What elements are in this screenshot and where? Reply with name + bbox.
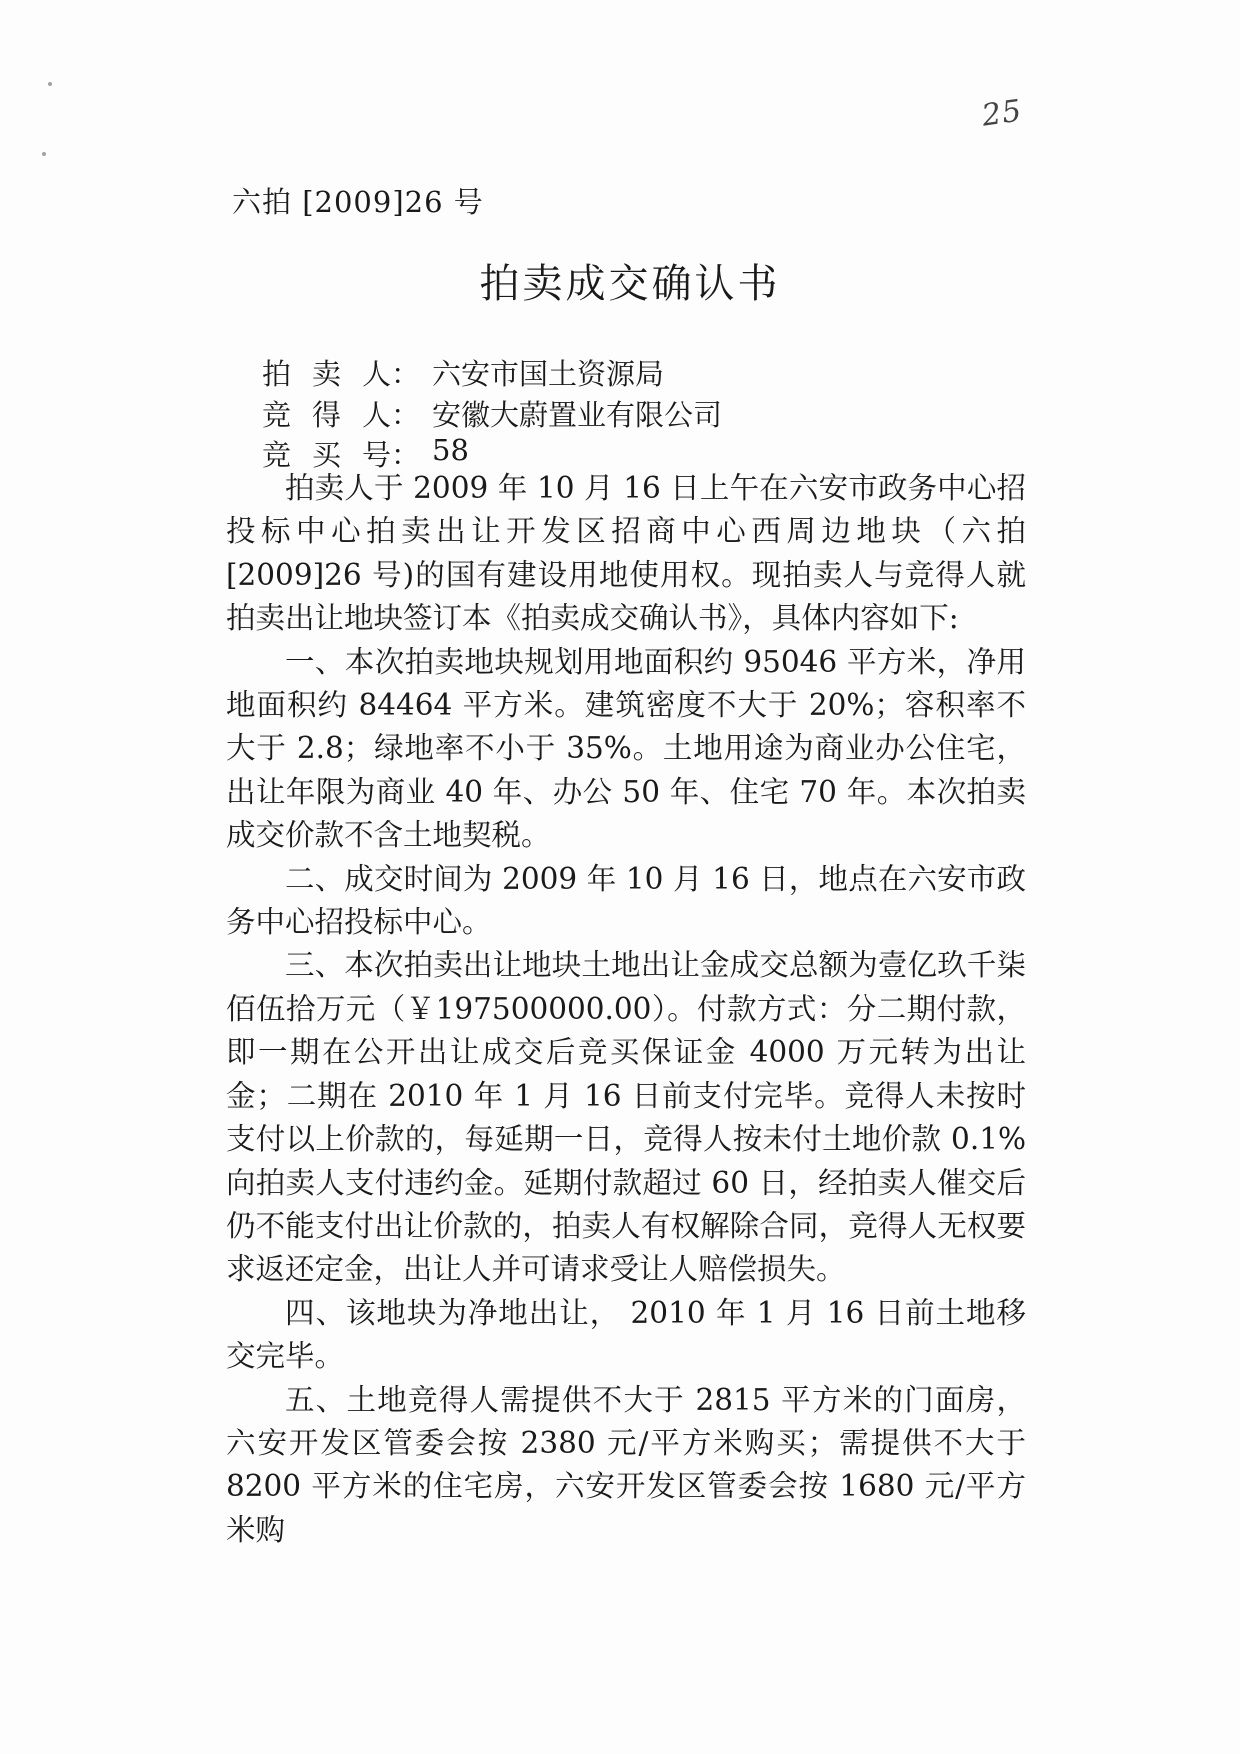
party-label: 竞 买 号： — [262, 438, 421, 472]
document-ref-number: 六拍 [2009]26 号 — [232, 185, 484, 219]
party-value: 安徽大蔚置业有限公司 — [432, 398, 723, 432]
clause-4: 四、该地块为净地出让， 2010 年 1 月 16 日前土地移交完毕。 — [226, 1295, 1026, 1374]
party-label: 拍 卖 人： — [262, 357, 421, 391]
party-winning-bidder — [262, 393, 722, 434]
party-auctioneer — [262, 352, 664, 393]
party-value: 六安市国土资源局 — [432, 357, 665, 391]
intro-paragraph: 拍卖人于 2009 年 10 月 16 日上午在六安市政务中心招投标中心拍卖出让开发区招商中心西周边地块（六拍 [2009]26 号)的国有建设用地使用权。现拍卖人与竞得人就拍卖出让地块签订本《拍卖成交确认书》，具体内容如下: — [226, 471, 1026, 636]
handwritten-page-number: 25 — [979, 93, 1025, 134]
scan-speck — [48, 82, 52, 86]
clause-1: 一、本次拍卖地块规划用地面积约 95046 平方米，净用地面积约 84464 平方米。建筑密度不大于 20%；容积率不大于 2.8；绿地率不小于 35%。土地用途为商业办公住宅，出让年限为商业 40 年、办公 50 年、住宅 70 年。本次拍卖成交价款不含土地契税。 — [226, 644, 1026, 853]
document-title: 拍卖成交确认书 — [479, 261, 781, 307]
party-value: 58 — [432, 433, 469, 467]
document-body — [226, 467, 1026, 1552]
clause-2: 二、成交时间为 2009 年 10 月 16 日，地点在六安市政务中心招投标中心。 — [226, 861, 1026, 940]
party-label: 竞 得 人： — [262, 398, 421, 432]
clause-5: 五、土地竞得人需提供不大于 2815 平方米的门面房，六安开发区管委会按 2380 元/平方米购买；需提供不大于 8200 平方米的住宅房，六安开发区管委会按 1680 元/平方米购 — [226, 1382, 1026, 1547]
clause-3: 三、本次拍卖出让地块土地出让金成交总额为壹亿玖千柒佰伍拾万元（￥197500000.00）。付款方式：分二期付款，即一期在公开出让成交后竞买保证金 4000 万元转为出让金；二期在 2010 年 1 月 16 日前支付完毕。竞得人未按时支付以上价款的，每延期一日，竞得人按未付土地价款 0.1%向拍卖人支付违约金。延期付款超过 60 日，经拍卖人催交后仍不能支付出让价款的，拍卖人有权解除合同，竞得人无权要求返还定金，出让人并可请求受让人赔偿损失。 — [226, 948, 1026, 1287]
scan-speck — [42, 152, 46, 156]
